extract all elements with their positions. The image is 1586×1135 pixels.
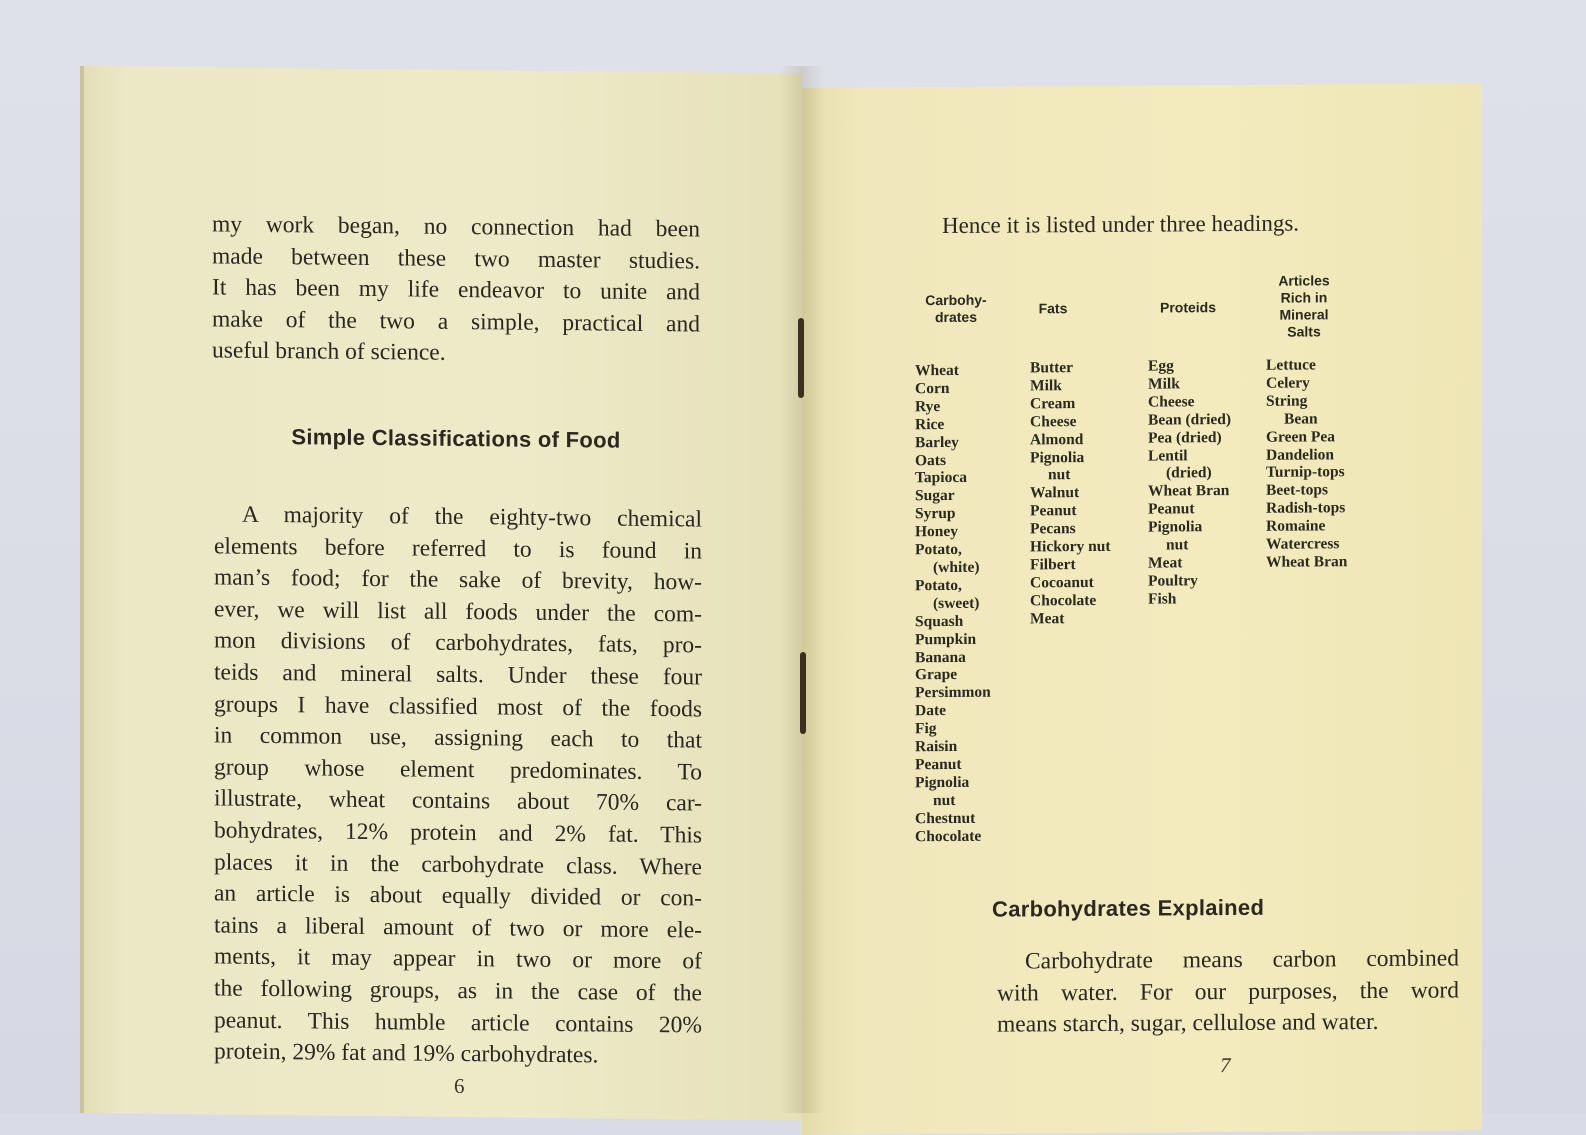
food-item: Milk <box>1148 375 1180 393</box>
column-header-line: drates <box>934 308 978 326</box>
right-paragraph-line: Carbohydrate means carbon combined <box>1025 945 1459 975</box>
food-item: Milk <box>1030 377 1062 395</box>
food-item: Peanut <box>1148 500 1195 518</box>
food-item: Lettuce <box>1266 356 1316 374</box>
food-item: Sugar <box>915 487 955 505</box>
food-item: Grape <box>915 666 958 684</box>
food-item: (dried) <box>1166 464 1212 482</box>
food-item: (sweet) <box>933 594 980 612</box>
spine-gutter <box>780 66 824 1113</box>
food-item: Pignolia <box>1030 448 1085 466</box>
food-item: Turnip-tops <box>1266 463 1345 482</box>
food-item: Pumpkin <box>915 630 977 648</box>
food-item: Cream <box>1030 394 1076 413</box>
food-item: Banana <box>915 648 966 666</box>
left-paragraph-1-line: make of the two a simple, practical and <box>212 306 700 338</box>
food-item: Romaine <box>1266 517 1326 535</box>
column-header-line: Fats <box>1038 300 1068 317</box>
right-paragraph-line: with water. For our purposes, the word <box>997 977 1459 1007</box>
food-item: Green Pea <box>1266 427 1336 446</box>
food-item: Rice <box>915 415 945 433</box>
food-item: Poultry <box>1148 572 1198 590</box>
left-paragraph-2-line: an article is about equally divided or con- <box>214 880 702 912</box>
food-item: Fish <box>1148 590 1177 608</box>
left-paragraph-2-line: peanut. This humble article contains 20% <box>214 1006 702 1039</box>
food-item: Peanut <box>1030 502 1077 520</box>
right-paragraph <box>997 943 1459 1041</box>
column-header-fats <box>1028 300 1078 317</box>
left-paragraph-2-line: protein, 29% fat and 19% carbohydrates. <box>214 1038 599 1069</box>
food-item: Raisin <box>915 737 958 756</box>
left-paragraph-2-line: group whose element predominates. To <box>214 754 702 786</box>
column-header-line: Rich in <box>1280 289 1328 306</box>
left-paragraph-1-line: useful branch of science. <box>212 337 446 367</box>
food-item: (white) <box>933 558 980 577</box>
food-item: Pignolia <box>1148 518 1203 536</box>
food-item: Cheese <box>1030 412 1077 431</box>
column-proteids <box>1148 357 1231 608</box>
food-item: Rye <box>915 397 941 416</box>
left-heading: Simple Classifications of Food <box>291 424 621 453</box>
left-paragraph-1-line: my work began, no connection had been <box>212 211 700 243</box>
left-paragraph-2 <box>214 499 702 1073</box>
right-paragraph-line: means starch, sugar, cellulose and water. <box>997 1009 1379 1038</box>
food-item: Watercress <box>1266 535 1340 553</box>
food-item: nut <box>933 791 956 809</box>
food-item: Syrup <box>915 505 956 523</box>
column-fats <box>1030 359 1111 628</box>
open-booklet <box>80 66 1482 1113</box>
food-item: Hickory nut <box>1030 537 1111 556</box>
column-header-line: Mineral <box>1279 306 1329 323</box>
food-item: Chocolate <box>1030 591 1097 610</box>
left-paragraph-1 <box>212 209 700 372</box>
column-header-line: Proteids <box>1159 299 1216 316</box>
left-paragraph-2-line: teids and mineral salts. Under these four <box>214 659 702 691</box>
food-item: Wheat <box>915 361 959 380</box>
food-item: Peanut <box>915 755 962 774</box>
left-paragraph-2-line: bohydrates, 12% protein and 2% fat. This <box>214 817 702 849</box>
food-item: Almond <box>1030 430 1084 449</box>
food-item: Chocolate <box>915 827 982 845</box>
food-item: Persimmon <box>915 683 991 702</box>
food-item: Oats <box>915 451 946 469</box>
left-paragraph-2-line: A majority of the eighty-two chemical <box>242 501 702 533</box>
left-paragraph-1-line: made between these two master studies. <box>212 242 700 275</box>
food-item: Bean (dried) <box>1148 410 1232 429</box>
column-header-proteids <box>1146 299 1230 317</box>
food-item: Fig <box>915 720 937 738</box>
food-item: Pignolia <box>915 773 970 792</box>
food-item: Lentil <box>1148 446 1188 465</box>
staple-bottom <box>800 652 806 734</box>
left-page <box>80 66 802 1121</box>
food-item: Wheat Bran <box>1148 482 1230 500</box>
left-paragraph-2-line: illustrate, wheat contains about 70% car- <box>214 785 702 817</box>
left-paragraph-2-line: places it in the carbohydrate class. Where <box>214 848 702 881</box>
column-header-line: Articles <box>1278 272 1330 289</box>
food-item: Tapioca <box>915 469 967 487</box>
food-item: Dandelion <box>1266 445 1335 464</box>
right-heading: Carbohydrates Explained <box>992 894 1265 922</box>
left-paragraph-2-line: the following groups, as in the case of the <box>214 975 702 1007</box>
left-paragraph-2-line: man’s food; for the sake of brevity, how- <box>214 564 702 596</box>
food-item: Honey <box>915 523 959 541</box>
food-item: Bean <box>1284 410 1318 428</box>
food-item: Cocoanut <box>1030 573 1094 592</box>
left-paragraph-2-line: elements before referred to is found in <box>214 532 702 565</box>
food-item: nut <box>1166 536 1189 554</box>
right-intro-line: Hence it is listed under three headings. <box>942 210 1300 239</box>
column-carbohydrates <box>915 362 991 846</box>
food-item: Potato, <box>915 540 962 559</box>
food-item: Filbert <box>1030 556 1076 574</box>
column-header-line: Carbohy- <box>925 291 987 309</box>
left-paragraph-2-line: in common use, assigning each to that <box>214 722 702 754</box>
left-paragraph-2-line: mon divisions of carbohydrates, fats, pro- <box>214 627 702 659</box>
food-item: Pea (dried) <box>1148 428 1222 447</box>
food-item: Meat <box>1148 554 1183 572</box>
food-item: Date <box>915 702 946 720</box>
food-item: Corn <box>915 379 950 398</box>
right-page <box>802 83 1482 1135</box>
food-item: Squash <box>915 612 964 630</box>
food-item: Butter <box>1030 359 1074 377</box>
food-item: Pecans <box>1030 520 1076 538</box>
column-mineral-salts <box>1266 356 1347 571</box>
left-paragraph-2-line: tains a liberal amount of two or more ele- <box>214 912 702 944</box>
food-item: Cheese <box>1148 393 1195 411</box>
column-header-carbohydrates <box>914 292 998 327</box>
food-item: Radish-tops <box>1266 499 1346 518</box>
staple-top <box>798 318 804 398</box>
column-header-line: Salts <box>1287 323 1321 340</box>
food-item: Barley <box>915 433 959 451</box>
food-item: Chestnut <box>915 809 976 827</box>
left-paragraph-1-line: It has been my life endeavor to unite and <box>212 274 700 306</box>
food-item: Wheat Bran <box>1266 553 1348 571</box>
food-item: Celery <box>1266 374 1310 392</box>
left-paragraph-2-line: ments, it may appear in two or more of <box>214 943 702 975</box>
page-number-right: 7 <box>1220 1053 1231 1078</box>
food-item: Meat <box>1030 609 1065 628</box>
column-header-mineral-salts <box>1262 272 1346 341</box>
left-paragraph-2-line: groups I have classified most of the foods <box>214 690 702 723</box>
left-paragraph-2-line: ever, we will list all foods under the com- <box>214 596 702 628</box>
food-item: String <box>1266 392 1308 410</box>
food-item: nut <box>1048 466 1071 484</box>
food-item: Walnut <box>1030 484 1080 502</box>
page-number-left: 6 <box>454 1073 465 1099</box>
food-item: Egg <box>1148 357 1174 375</box>
food-item: Potato, <box>915 576 962 595</box>
food-item: Beet-tops <box>1266 481 1328 500</box>
